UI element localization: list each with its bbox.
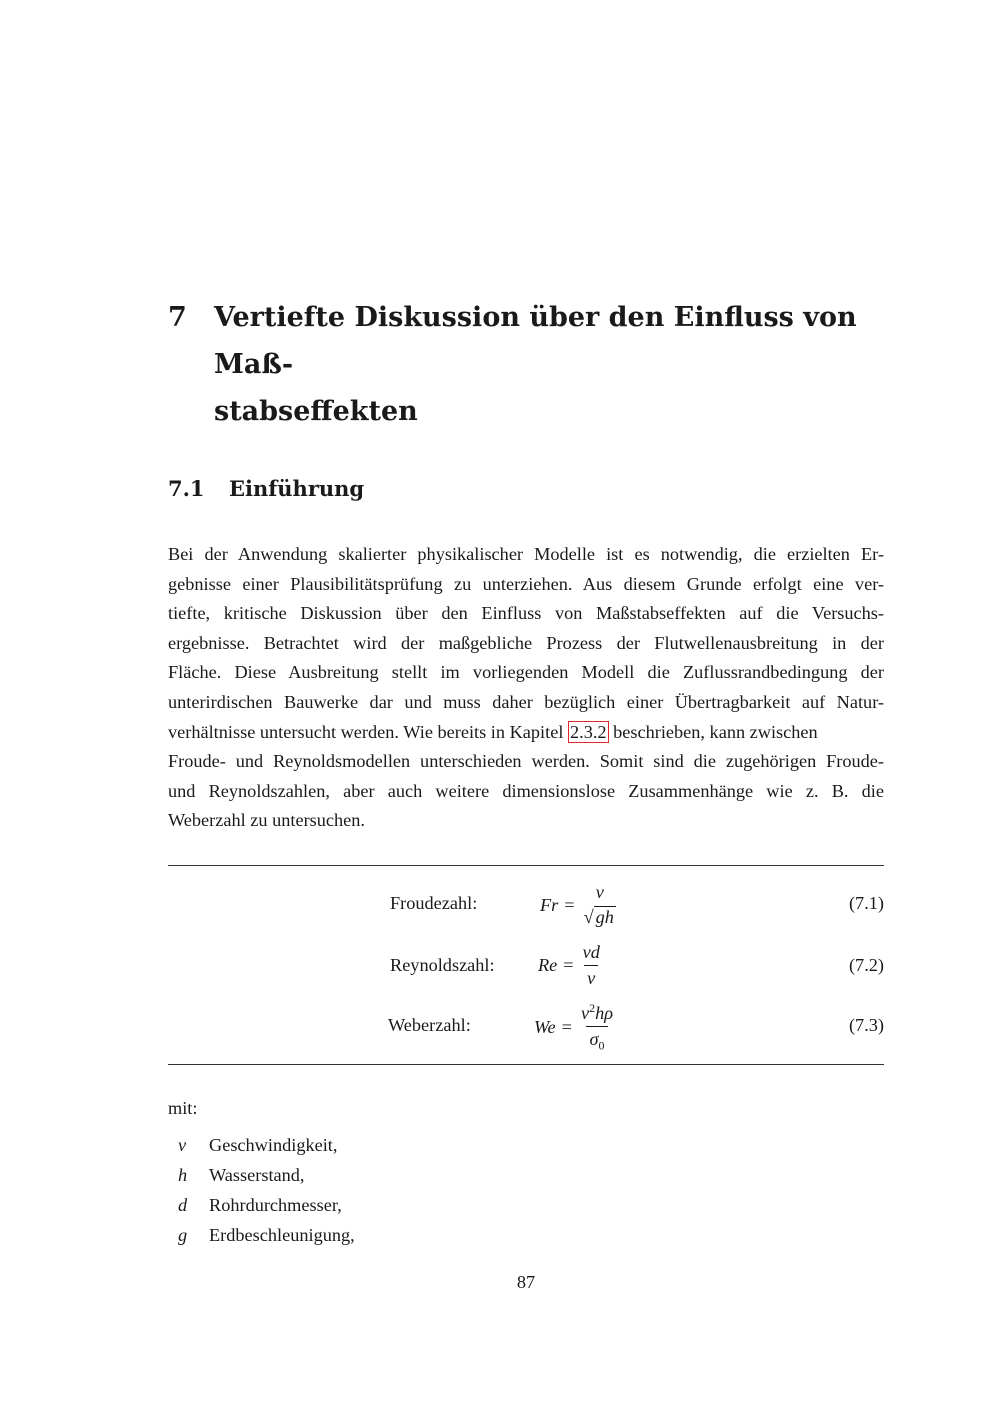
section-title: Einführung — [229, 476, 365, 501]
denominator-subscript: 0 — [598, 1038, 605, 1053]
paragraph — [168, 540, 884, 836]
equation-reynolds — [538, 942, 603, 989]
paragraph-line-end: beschrieben, kann zwischen — [608, 721, 818, 742]
denominator-base: σ — [589, 1029, 599, 1050]
fraction — [580, 942, 603, 989]
fraction-numerator: v — [595, 882, 604, 902]
variable-description: Erdbeschleunigung, — [209, 1225, 355, 1245]
equation-block-top-rule — [168, 865, 884, 866]
equation-label-froude: Froudezahl: — [390, 893, 478, 913]
paragraph-line: Fläche. Diese Ausbreitung stellt im vorliegenden Modell die Zuflussrandbedingung der — [168, 662, 884, 683]
page-number: 87 — [516, 1272, 536, 1292]
equation-operator: = — [564, 894, 575, 915]
equation-number: (7.3) — [848, 1015, 884, 1035]
paragraph-line: unterirdischen Bauwerke dar und muss daher bezüglich einer Übertragbarkeit auf Natur- — [168, 691, 884, 712]
chapter-number: 7 — [168, 302, 187, 333]
paragraph-line: Bei der Anwendung skalierter physikalischer Modelle ist es notwendig, die erzielten Er- — [168, 544, 884, 564]
equation-block-bottom-rule — [168, 1064, 884, 1065]
variable-description: Rohrdurchmesser, — [209, 1195, 342, 1215]
fraction-numerator — [578, 1001, 616, 1026]
equation-weber — [534, 1001, 616, 1054]
fraction-denominator — [586, 1026, 607, 1054]
variable-symbol: g — [178, 1225, 188, 1245]
paragraph-line: gebnisse einer Plausibilitätsprüfung zu unterziehen. Aus diesem Grunde erfolgt eine ver- — [168, 573, 884, 594]
equation-number: (7.1) — [848, 893, 884, 913]
variable-symbol: d — [178, 1195, 188, 1215]
fraction — [581, 882, 619, 928]
fraction-numerator: vd — [582, 942, 600, 962]
fraction-denominator — [581, 905, 619, 928]
paragraph-line: Froude- und Reynoldsmodellen unterschieden werden. Somit sind die zugehörigen Froude- — [168, 751, 884, 772]
numerator-rest: hρ — [595, 1003, 614, 1024]
definitions-intro: mit: — [168, 1098, 198, 1118]
sqrt-sign: √ — [583, 907, 594, 927]
equation-lhs: We — [534, 1016, 556, 1037]
chapter-reference-link[interactable]: 2.3.2 — [569, 721, 607, 742]
equation-number: (7.2) — [848, 955, 884, 975]
equation-lhs: Re — [538, 955, 558, 975]
numerator-exponent: 2 — [589, 1001, 596, 1015]
section-number: 7.1 — [168, 476, 205, 501]
paragraph-line: und Reynoldszahlen, aber auch weitere dimensionslose Zusammenhänge wie z. B. die — [168, 780, 884, 801]
equation-froude — [540, 882, 619, 928]
equation-operator: = — [563, 955, 574, 975]
variable-symbol: v — [178, 1135, 187, 1155]
paragraph-line-with-link — [168, 718, 884, 748]
paragraph-line: ergebnisse. Betrachtet wird der maßgebliche Prozess der Flutwellenausbreitung in der — [168, 632, 884, 653]
variable-description: Wasserstand, — [209, 1165, 305, 1185]
chapter-title-line-2: stabseffekten — [214, 396, 418, 427]
equation-operator: = — [561, 1016, 572, 1037]
equation-label-reynolds: Reynoldszahl: — [390, 955, 495, 975]
numerator-base: v — [580, 1003, 590, 1024]
chapter-title-line-1: Vertiefte Diskussion über den Einfluss von Maß- — [214, 302, 857, 380]
paragraph-line: tiefte, kritische Diskussion über den Einfluss von Maßstabseffekten auf die Versuchs- — [168, 603, 884, 624]
paragraph-line: Weberzahl zu untersuchen. — [168, 810, 365, 831]
variable-symbol: h — [178, 1165, 188, 1185]
chapter-title — [214, 294, 894, 435]
sqrt-argument: gh — [595, 907, 614, 927]
equation-label-weber: Weberzahl: — [388, 1015, 471, 1035]
fraction-denominator: ν — [584, 965, 598, 989]
equation-lhs: Fr — [540, 894, 559, 915]
paragraph-line-start: verhältnisse untersucht werden. Wie bereits in Kapitel — [168, 721, 564, 742]
fraction — [578, 1001, 616, 1054]
variable-description: Geschwindigkeit, — [209, 1135, 338, 1155]
